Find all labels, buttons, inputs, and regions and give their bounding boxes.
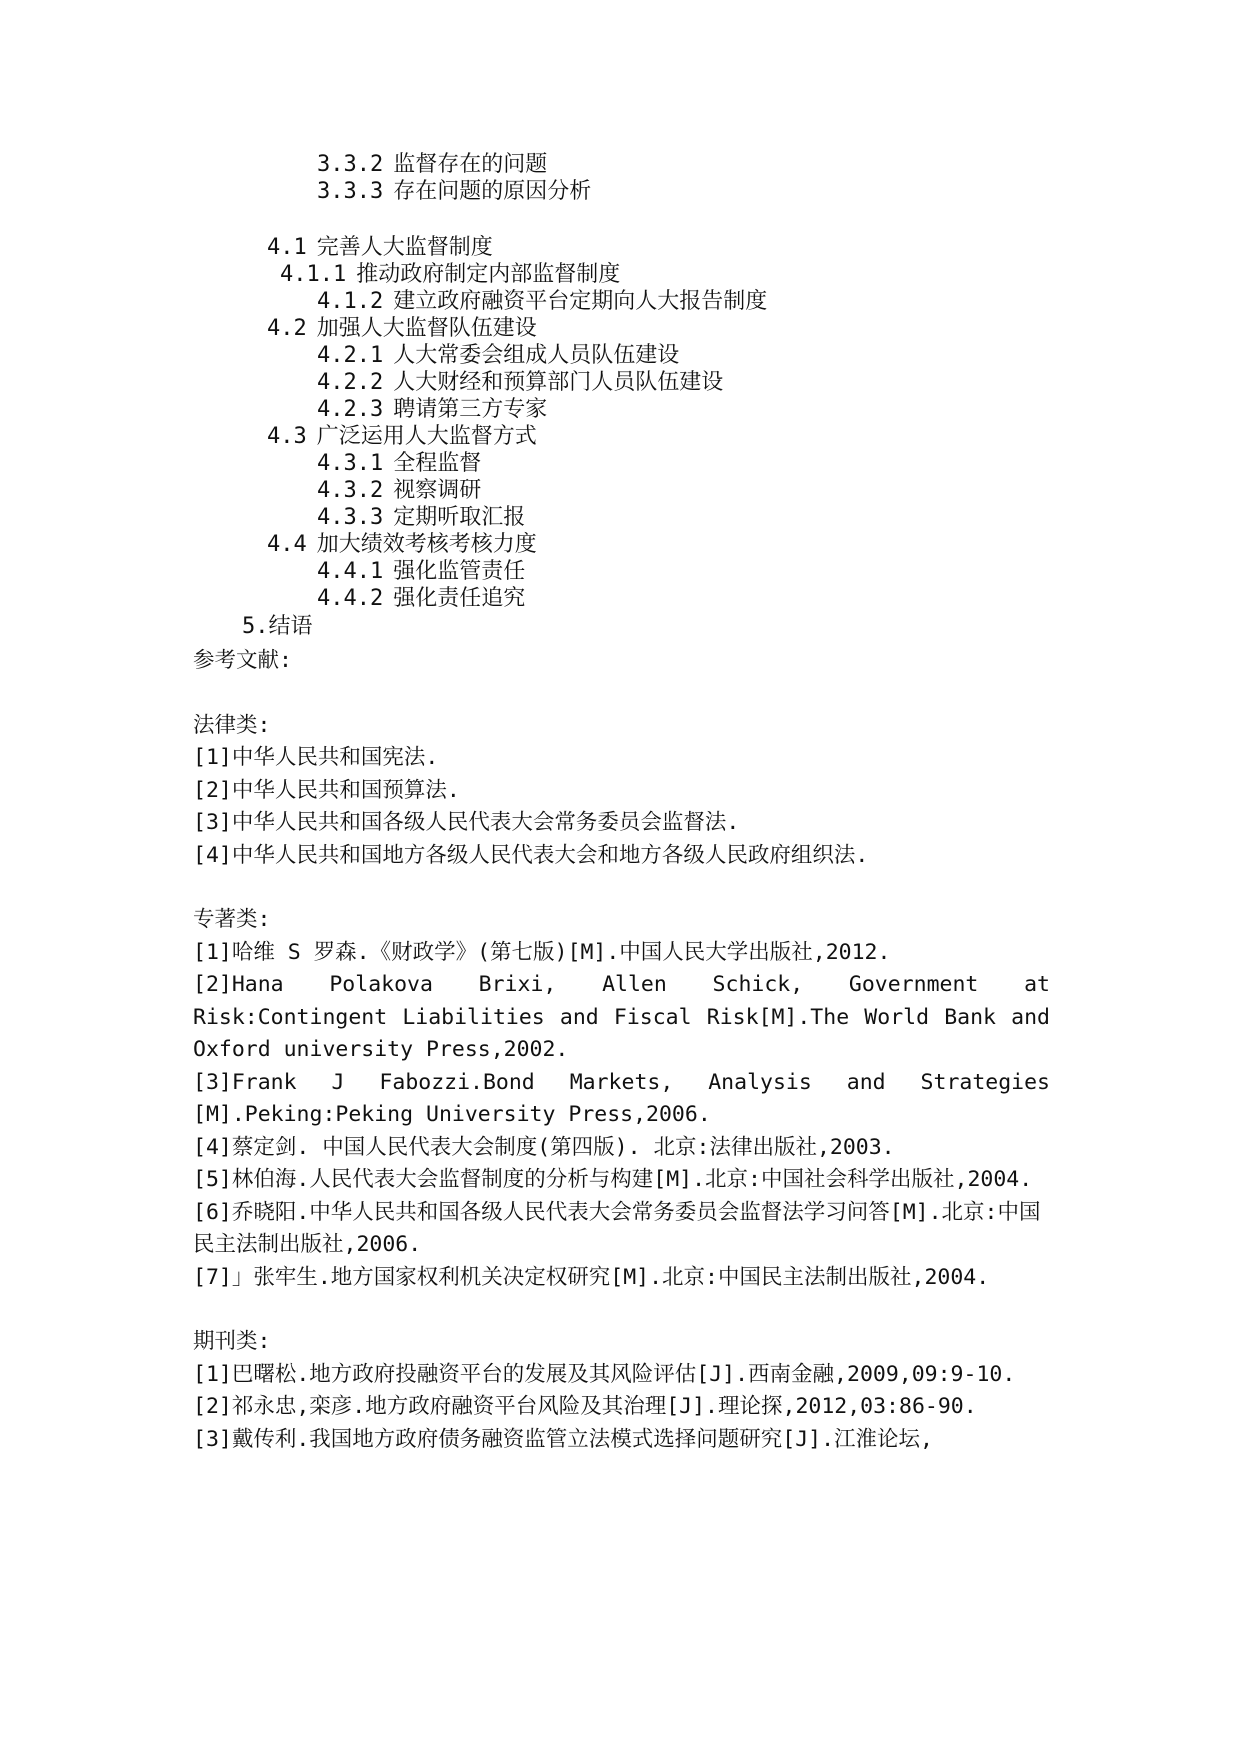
blank-line <box>193 872 1050 904</box>
toc-title: 广泛运用人大监督方式 <box>316 424 537 449</box>
toc-item <box>267 424 537 450</box>
toc-number: 4.3.3 <box>317 505 384 530</box>
toc-item <box>267 532 537 558</box>
toc-item <box>317 370 723 396</box>
blank-line <box>193 678 1050 710</box>
references-title: 参考文献: <box>193 648 292 673</box>
reference-entry: [4]蔡定剑. 中国人民代表大会制度(第四版). 北京:法律出版社,2003. <box>193 1134 895 1160</box>
toc-number: 4.2.2 <box>317 370 384 395</box>
reference-entry: [4]中华人民共和国地方各级人民代表大会和地方各级人民政府组织法. <box>193 842 869 868</box>
toc-number: 4.2.3 <box>317 397 384 422</box>
toc-number: 4.4.2 <box>317 586 384 611</box>
toc-item <box>317 397 547 423</box>
reference-entry: [5]林伯海.人民代表大会监督制度的分析与构建[M].北京:中国社会科学出版社,2004. <box>193 1167 1033 1192</box>
journals-heading: 期刊类: <box>193 1329 271 1354</box>
reference-entry: [2]中华人民共和国预算法. <box>193 777 460 803</box>
toc-title: 定期听取汇报 <box>393 505 526 530</box>
toc-title: 强化监管责任 <box>393 559 526 584</box>
toc-number: 3.3.2 <box>317 152 384 177</box>
toc-title: 5.结语 <box>242 614 313 639</box>
toc-title: 聘请第三方专家 <box>393 397 548 422</box>
toc-number: 4.1.1 <box>280 262 347 287</box>
references-section <box>193 645 1050 1456</box>
toc-item <box>267 316 537 342</box>
reference-entry: [1]巴曙松.地方政府投融资平台的发展及其风险评估[J].西南金融,2009,09:9-10. <box>193 1361 1016 1387</box>
reference-entry: [1]哈维 S 罗森.《财政学》(第七版)[M].中国人民大学出版社,2012. <box>193 939 891 965</box>
toc-number: 4.2.1 <box>317 343 384 368</box>
toc-number: 4.4 <box>267 532 307 557</box>
toc-number: 4.1 <box>267 235 307 260</box>
toc-title: 人大常委会组成人员队伍建设 <box>393 343 680 368</box>
toc-number: 3.3.3 <box>317 179 384 204</box>
toc-title: 存在问题的原因分析 <box>393 179 592 204</box>
toc-item <box>267 235 493 261</box>
toc-number: 4.3 <box>267 424 307 449</box>
toc-title: 监督存在的问题 <box>393 152 548 177</box>
toc-title: 全程监督 <box>393 451 482 476</box>
law-heading: 法律类: <box>193 712 271 738</box>
books-heading: 专著类: <box>193 907 271 932</box>
toc-item <box>242 614 313 640</box>
toc-number: 4.3.1 <box>317 451 384 476</box>
toc-title: 人大财经和预算部门人员队伍建设 <box>393 370 724 395</box>
toc-number: 4.4.1 <box>317 559 384 584</box>
toc-item <box>317 505 525 531</box>
toc-title: 加大绩效考核考核力度 <box>316 532 537 557</box>
toc-item <box>317 451 481 477</box>
toc-item <box>280 262 620 288</box>
toc-item <box>317 559 525 585</box>
toc-title: 建立政府融资平台定期向人大报告制度 <box>393 289 768 314</box>
toc-title: 加强人大监督队伍建设 <box>316 316 537 341</box>
reference-entry: [1]中华人民共和国宪法. <box>193 745 439 770</box>
toc-title: 完善人大监督制度 <box>316 235 493 260</box>
reference-entry: [2]Hana Polakova Brixi, Allen Schick, Government at Risk:Contingent Liabilities and Fiscal Risk[M].The World Bank and Oxford university Press,2002. <box>193 972 1050 1062</box>
reference-entry: [3]中华人民共和国各级人民代表大会常务委员会监督法. <box>193 810 740 835</box>
toc-item <box>317 179 591 205</box>
reference-entry: [6]乔晓阳.中华人民共和国各级人民代表大会常务委员会监督法学习问答[M].北京:中国民主法制出版社,2006. <box>193 1199 1041 1257</box>
toc-number: 4.1.2 <box>317 289 384 314</box>
toc-item <box>317 343 679 369</box>
toc-item <box>317 152 547 178</box>
blank-line <box>193 1294 1050 1326</box>
toc-title: 推动政府制定内部监督制度 <box>356 262 621 287</box>
toc-title: 强化责任追究 <box>393 586 526 611</box>
reference-entry: [2]祁永忠,栾彦.地方政府融资平台风险及其治理[J].理论探,2012,03:86-90. <box>193 1394 977 1419</box>
reference-entry: [7]」张牢生.地方国家权利机关决定权研究[M].北京:中国民主法制出版社,2004. <box>193 1264 990 1290</box>
toc-number: 4.3.2 <box>317 478 384 503</box>
reference-entry: [3]戴传利.我国地方政府债务融资监管立法模式选择问题研究[J].江淮论坛, <box>193 1426 933 1452</box>
toc-item <box>317 478 481 504</box>
toc-item <box>317 289 767 315</box>
reference-entry: [3]Frank J Fabozzi.Bond Markets, Analysis and Strategies [M].Peking:Peking University Press,2006. <box>193 1069 1050 1127</box>
toc-item <box>317 586 525 612</box>
toc-title: 视察调研 <box>393 478 482 503</box>
toc-number: 4.2 <box>267 316 307 341</box>
